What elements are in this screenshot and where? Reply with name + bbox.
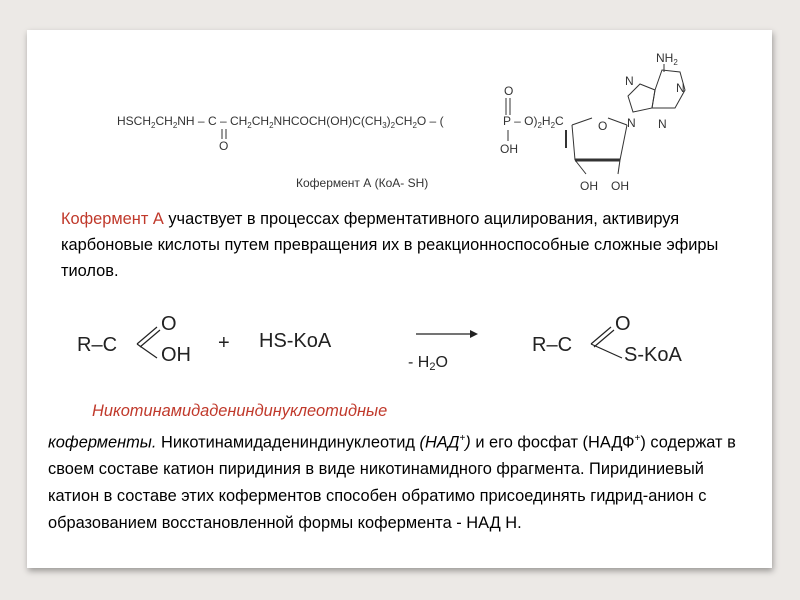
amino-group: $NH_2$ [656,51,678,67]
phosphate-oh: OH [500,142,518,156]
product-carbonyl-o: O [615,313,631,335]
ribose-oh-right: OH [611,179,629,193]
reactant-oh: OH [161,344,191,366]
coa-caption: Кофермент А (КоА- SH) [296,176,429,190]
plus-sign: + [218,332,230,354]
coenzyme-a-structure [0,0,800,200]
nad-description [48,398,748,537]
reactant-r-c: R–C [77,334,118,356]
adenine-n9: N [627,116,636,130]
phosphate-top-oxygen: O [504,84,514,98]
reactant-carbonyl-o: O [161,313,177,335]
ribose-ring-oxygen: O [598,119,608,133]
coa-highlight: Кофермент А [61,210,164,228]
reaction-arrow-head [470,330,478,338]
coa-chain-text: $HSCH_2CH_2NH$ – C – $CH_2CH_2NHCOCH(OH)C(CH_3)_2CH_2O$ – ( [117,114,444,130]
coa-description-text: участвует в процессах ферментативного ацилирования, активируя карбоновые кислоты путем превращения их в реакционноспособные сложные эфиры тиолов. [61,210,719,280]
phosphate-group-text: P – $O)_2H_2C$ [503,114,564,130]
nad-title-line1: Никотинамидадениндинуклеотидные [92,402,388,420]
adenine-n7: N [625,74,634,88]
acylation-reaction [0,300,800,400]
carbonyl-oxygen: O [219,139,229,153]
hs-koa: HS-KoA [259,330,332,352]
coa-description [61,206,741,284]
adenine-n1: N [676,81,685,95]
product-s-koa: S-KoA [624,344,682,366]
adenine-n3: N [658,117,667,131]
product-r-c: R–C [532,334,573,356]
nad-body: коферменты. Никотинамидадениндинуклеотид (НАД+) и его фосфат (НАДФ+) содержат в своем составе катион пиридиния в виде никотинамидного фрагмента. Пиридиниевый катион в составе этих коферментов способен обратимо присоединять гидрид-анион с образованием восстановленной формы кофермента - НАД Н. [48,433,736,533]
ribose-oh-left: OH [580,179,598,193]
minus-water: - H2O [408,354,448,373]
